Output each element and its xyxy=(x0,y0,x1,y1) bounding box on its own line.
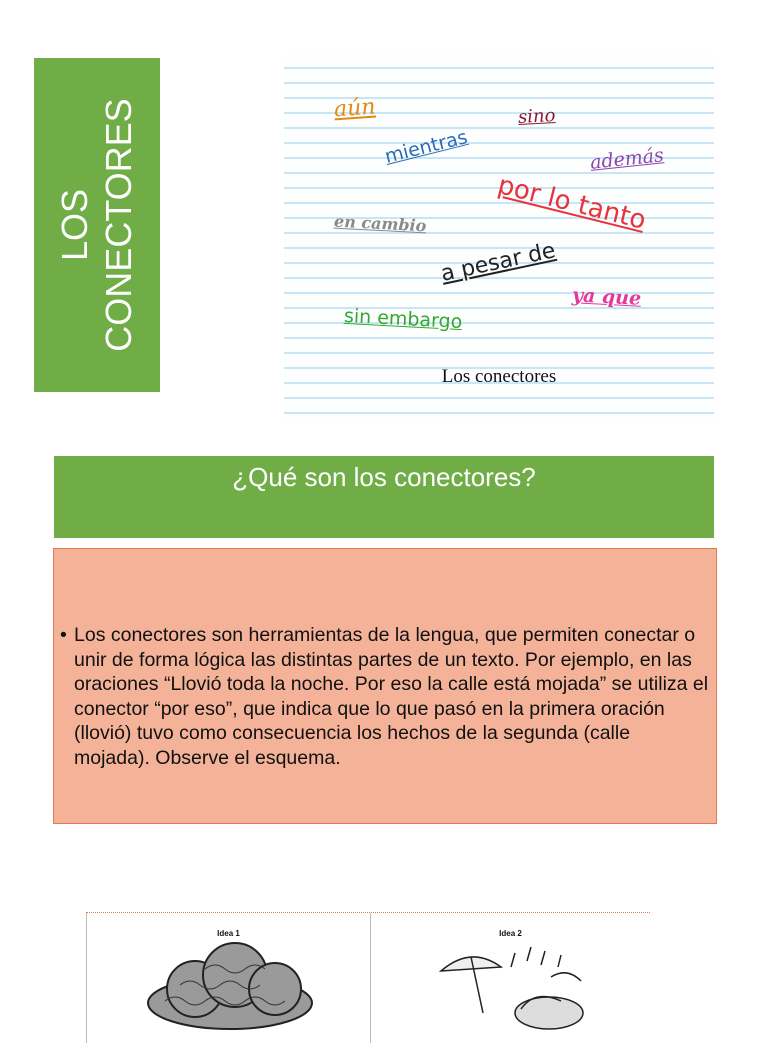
umbrella-rain-icon xyxy=(431,943,601,1033)
word-sin-embargo: sin embargo xyxy=(343,304,463,334)
word-ademas: además xyxy=(589,144,665,174)
notebook-caption: Los conectores xyxy=(441,366,557,387)
scheme-diagram xyxy=(86,912,650,1043)
title-line-1: LOS xyxy=(54,188,95,262)
word-sino: sino xyxy=(517,105,556,128)
section-heading: ¿Qué son los conectores? xyxy=(54,456,714,538)
word-por-lo-tanto: por lo tanto xyxy=(494,170,649,236)
idea-2-label: Idea 2 xyxy=(499,929,522,938)
bullet-dot: • xyxy=(60,624,67,646)
word-mientras: mientras xyxy=(382,126,470,168)
connectors-notebook-image xyxy=(284,54,714,424)
word-en-cambio: en cambio xyxy=(333,211,427,236)
idea-1-label: Idea 1 xyxy=(217,929,240,938)
word-aun: aún xyxy=(333,94,377,123)
definition-bullet xyxy=(60,623,710,770)
word-ya-que: ya que xyxy=(571,284,642,310)
definition-box xyxy=(53,548,717,824)
title-panel xyxy=(34,58,160,392)
storm-cloud-icon xyxy=(135,941,325,1031)
slide-title xyxy=(53,98,141,351)
title-line-2: CONECTORES xyxy=(98,98,139,352)
definition-text: Los conectores son herramientas de la lengua, que permiten conectar o unir de forma lógica las distintas partes de un texto. Por ejemplo, en las oraciones “Llovió toda la noche. Por eso la calle está mojada” se utiliza el conector “por eso”, que indica que lo que pasó en la primera oración (llovió) tuvo como consecuencia los hechos de la segunda (calle mojada). Observe el esquema. xyxy=(74,624,709,769)
word-a-pesar-de: a pesar de xyxy=(438,238,558,287)
